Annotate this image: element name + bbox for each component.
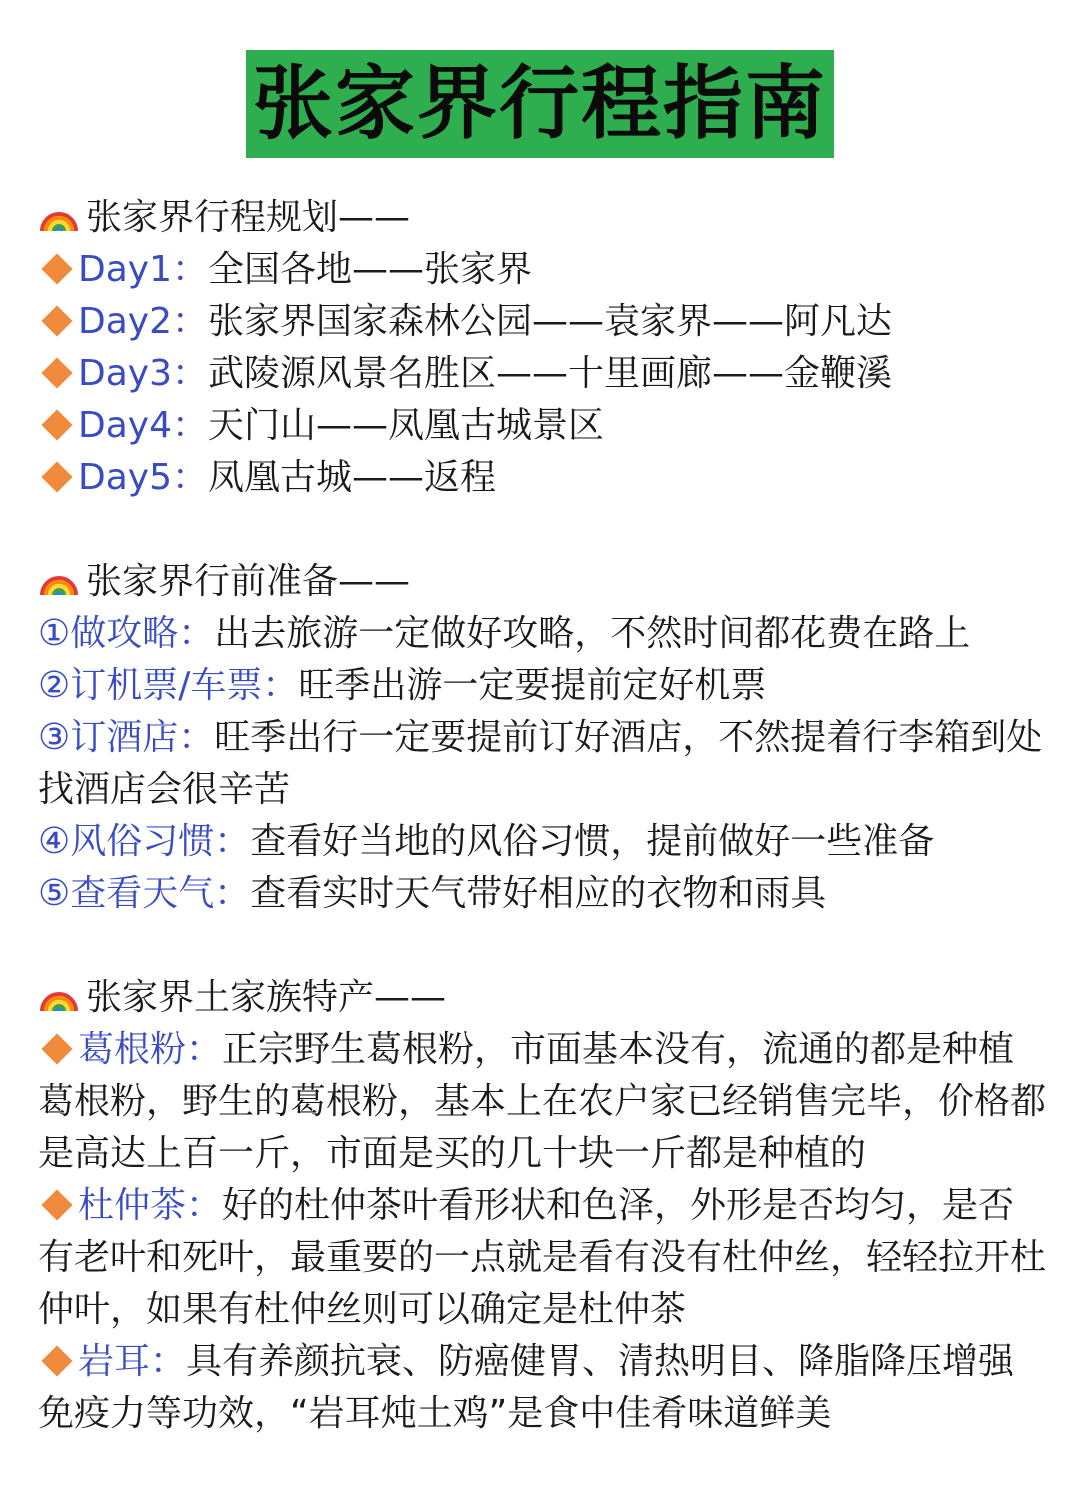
item-text: 出去旅游一定做好攻略，不然时间都花费在路上 [214,613,971,654]
rainbow-icon [38,197,80,233]
item-label: ⑤查看天气： [38,873,251,914]
item-text: 凤凰古城——返程 [208,457,497,498]
title-banner [246,50,834,158]
item-text: 全国各地——张家界 [208,249,533,290]
item-text: 旺季出行一定要提前订好酒店，不然提着行李箱到处找酒店会很辛苦 [38,717,1043,810]
specialties-section [38,972,1048,1440]
content [38,192,1048,1492]
rainbow-icon [38,561,80,597]
item-text: 查看好当地的风俗习惯，提前做好一些准备 [250,821,935,862]
item-text: 旺季出游一定要提前定好机票 [298,665,767,706]
item-label: ①做攻略： [38,613,215,654]
item-label: ②订机票/车票： [38,665,299,706]
section-heading-text: 张家界行前准备—— [86,561,411,602]
orange-diamond-icon [41,1189,72,1220]
section-heading [38,556,1048,608]
list-item [38,868,1048,920]
itinerary-section [38,192,1048,504]
item-text: 正宗野生葛根粉，市面基本没有，流通的都是种植葛根粉，野生的葛根粉，基本上在农户家已经销售完毕，价格都是高达上百一斤，市面是买的几十块一斤都是种植的 [38,1029,1047,1174]
item-text: 好的杜仲茶叶看形状和色泽，外形是否均匀，是否有老叶和死叶，最重要的一点就是看有没有杜仲丝，轻轻拉开杜仲叶，如果有杜仲丝则可以确定是杜仲茶 [38,1185,1047,1330]
rainbow-icon [38,977,80,1013]
list-item [38,400,1048,452]
item-label: Day1： [78,249,208,290]
section-heading [38,972,1048,1024]
preparation-section [38,556,1048,920]
list-item [38,660,1048,712]
orange-diamond-icon [41,1033,72,1064]
item-label: ④风俗习惯： [38,821,251,862]
item-label: Day2： [78,301,208,342]
page-title: 张家界行程指南 [253,57,827,150]
list-item [38,712,1048,816]
item-text: 查看实时天气带好相应的衣物和雨具 [250,873,827,914]
item-label: 杜仲茶： [78,1185,223,1226]
orange-diamond-icon [41,409,72,440]
orange-diamond-icon [41,253,72,284]
section-heading-text: 张家界土家族特产—— [86,977,447,1018]
orange-diamond-icon [41,305,72,336]
item-text: 张家界国家森林公园——袁家界——阿凡达 [208,301,893,342]
item-label: Day5： [78,457,208,498]
item-label: 岩耳： [78,1341,187,1382]
item-text: 天门山——凤凰古城景区 [208,405,605,446]
list-item [38,1180,1048,1336]
list-item [38,348,1048,400]
list-item [38,816,1048,868]
item-text: 武陵源风景名胜区——十里画廊——金鞭溪 [208,353,893,394]
section-heading-text: 张家界行程规划—— [86,197,411,238]
item-text: 具有养颜抗衰、防癌健胃、清热明目、降脂降压增强免疫力等功效，“岩耳炖土鸡”是食中佳肴味道鲜美 [38,1341,1015,1434]
list-item [38,1024,1048,1180]
item-label: ③订酒店： [38,717,215,758]
section-heading [38,192,1048,244]
list-item [38,608,1048,660]
list-item [38,1336,1048,1440]
item-label: Day3： [78,353,208,394]
item-label: 葛根粉： [78,1029,223,1070]
item-label: Day4： [78,405,208,446]
orange-diamond-icon [41,461,72,492]
list-item [38,244,1048,296]
list-item [38,296,1048,348]
list-item [38,452,1048,504]
orange-diamond-icon [41,1345,72,1376]
orange-diamond-icon [41,357,72,388]
